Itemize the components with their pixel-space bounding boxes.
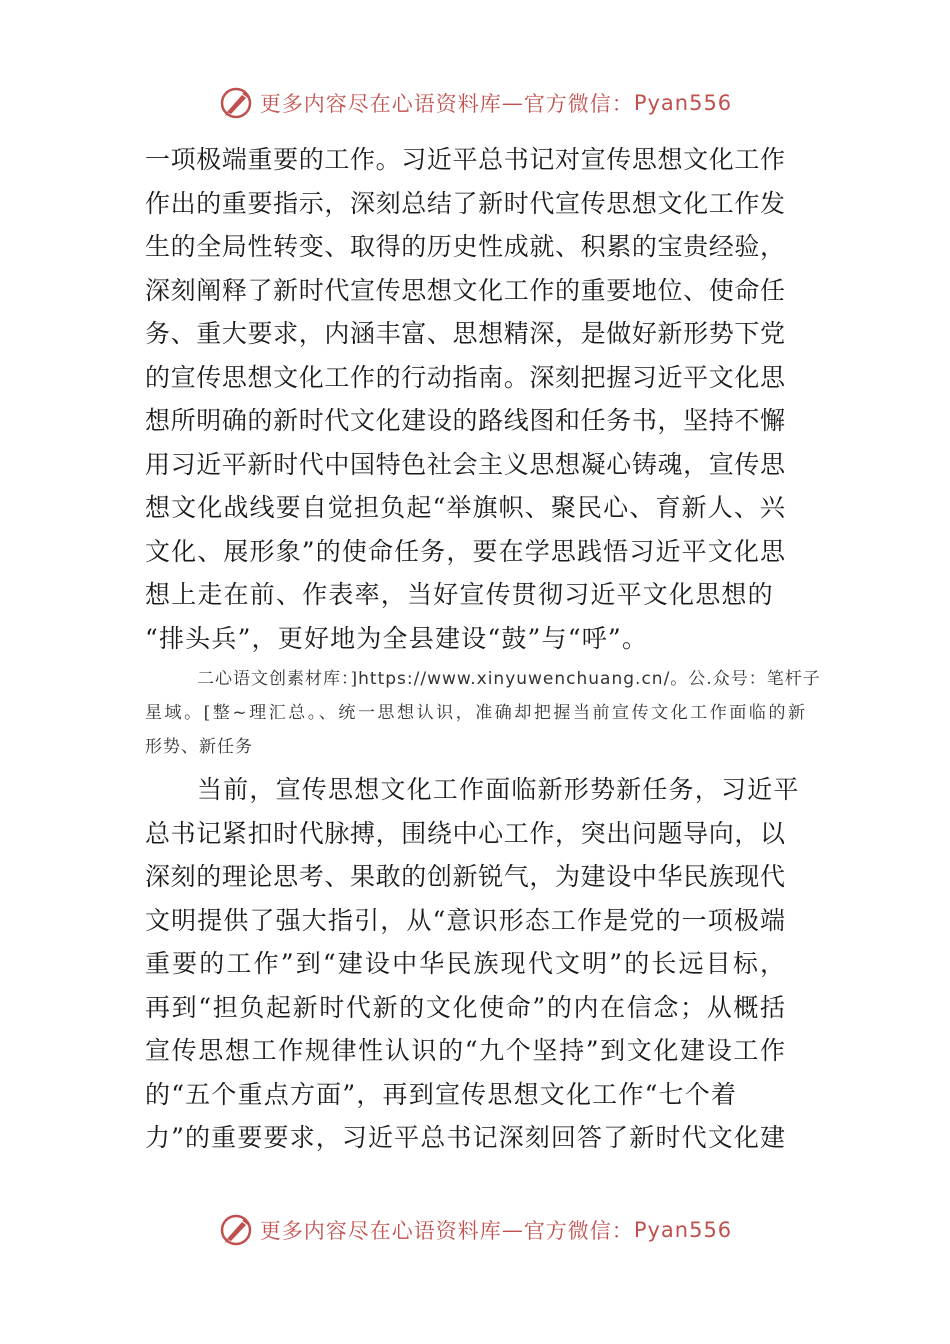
paragraph-line: 总书记紧扣时代脉搏，围绕中心工作，突出问题导向，以 <box>145 818 785 848</box>
footer-title: 更多内容尽在心语资料库 <box>259 1219 502 1243</box>
notice-line-3: 形势、新任务 <box>145 737 253 757</box>
paragraph-line: 力”的重要要求，习近平总书记深刻回答了新时代文化建 <box>145 1123 785 1152</box>
paragraph-line: 的宣传思想文化工作的行动指南。深刻把握习近平文化思 <box>145 362 785 392</box>
footer-wechat-handle: Pyan556 <box>633 1218 733 1242</box>
source-notice <box>145 662 821 764</box>
notice-url-link[interactable]: https://www.xinyuwenchuang.cn/ <box>358 669 671 689</box>
paragraph-line: 深刻的理论思考、果敢的创新锐气，为建设中华民族现代 <box>145 862 785 891</box>
page-footer-banner <box>0 1210 950 1250</box>
header-title: 更多内容尽在心语资料库 <box>259 92 502 116</box>
paragraph-line: 生的全局性转变、取得的历史性成就、积累的宝贵经验， <box>145 232 785 261</box>
header-wechat-handle: Pyan556 <box>633 91 733 115</box>
paragraph-line: 宣传思想工作规律性认识的“九个坚持”到文化建设工作 <box>145 1036 785 1065</box>
paragraph-line: 想上走在前、作表率，当好宣传贯彻习近平文化思想的 <box>145 580 774 609</box>
paragraph-line: 作出的重要指示，深刻总结了新时代宣传思想文化工作发 <box>145 188 785 218</box>
paragraph-line: 文明提供了强大指引，从“意识形态工作是党的一项极端 <box>145 905 785 935</box>
header-wechat-label: 官方微信： <box>523 92 634 116</box>
paragraph-line: 再到“担负起新时代新的文化使命”的内在信念；从概括 <box>145 992 785 1022</box>
page-header-banner <box>0 83 950 123</box>
paragraph-line: 一项极端重要的工作。习近平总书记对宣传思想文化工作 <box>145 145 785 174</box>
footer-dash: — <box>501 1218 524 1242</box>
paragraph-line: 的“五个重点方面”，再到宣传思想文化工作“七个着 <box>145 1079 738 1109</box>
paragraph-line: 想文化战线要自觉担负起“举旗帜、聚民心、育新人、兴 <box>145 493 785 522</box>
notice-line-2: 星域。[整~理汇总。、统一思想认识，准确却把握当前宣传文化工作面临的新 <box>145 703 805 723</box>
footer-wechat-label: 官方微信： <box>523 1219 634 1243</box>
pen-nib-logo-icon <box>218 85 254 121</box>
notice-suffix: 。公.众号：笔杆子 <box>670 669 821 689</box>
paragraph-1 <box>145 138 785 660</box>
paragraph-line: “排头兵”，更好地为全县建设“鼓”与“呼”。 <box>145 623 649 653</box>
paragraph-line: 用习近平新时代中国特色社会主义思想凝心铸魂，宣传思 <box>145 449 785 479</box>
paragraph-line: 想所明确的新时代文化建设的路线图和任务书，坚持不懈 <box>145 406 785 435</box>
notice-line-1 <box>145 662 821 696</box>
paragraph-line: 文化、展形象”的使命任务，要在学思践悟习近平文化思 <box>145 536 785 566</box>
paragraph-line: 当前，宣传思想文化工作面临新形势新任务，习近平 <box>197 775 800 804</box>
header-dash: — <box>501 91 524 115</box>
pen-nib-logo-icon <box>218 1212 254 1248</box>
paragraph-line: 重要的工作”到“建设中华民族现代文明”的长远目标， <box>145 949 785 978</box>
notice-prefix: 二心语文创素材库：] <box>197 669 359 689</box>
paragraph-line: 务、重大要求，内涵丰富、思想精深，是做好新形势下党 <box>145 319 785 348</box>
paragraph-line: 深刻阐释了新时代宣传思想文化工作的重要地位、使命任 <box>145 275 785 305</box>
paragraph-2 <box>145 768 800 1160</box>
